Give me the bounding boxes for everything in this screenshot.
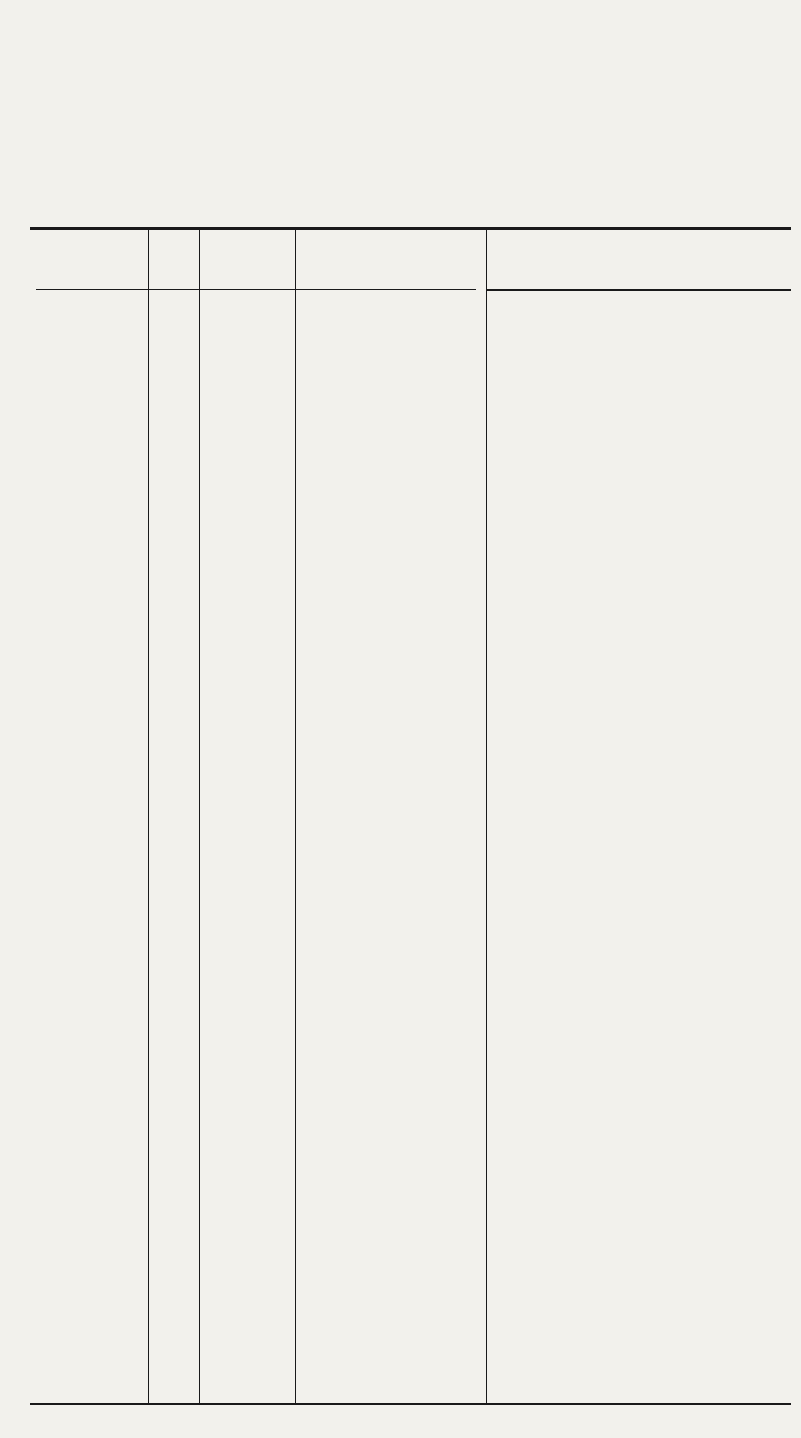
header-rule [36,289,476,290]
bottom-rule [30,1403,791,1405]
header-rule-right [486,289,791,291]
column-divider [199,230,200,1403]
column-divider [295,230,296,1403]
column-divider [486,230,487,1403]
top-rule [30,227,791,230]
column-divider [148,230,149,1403]
